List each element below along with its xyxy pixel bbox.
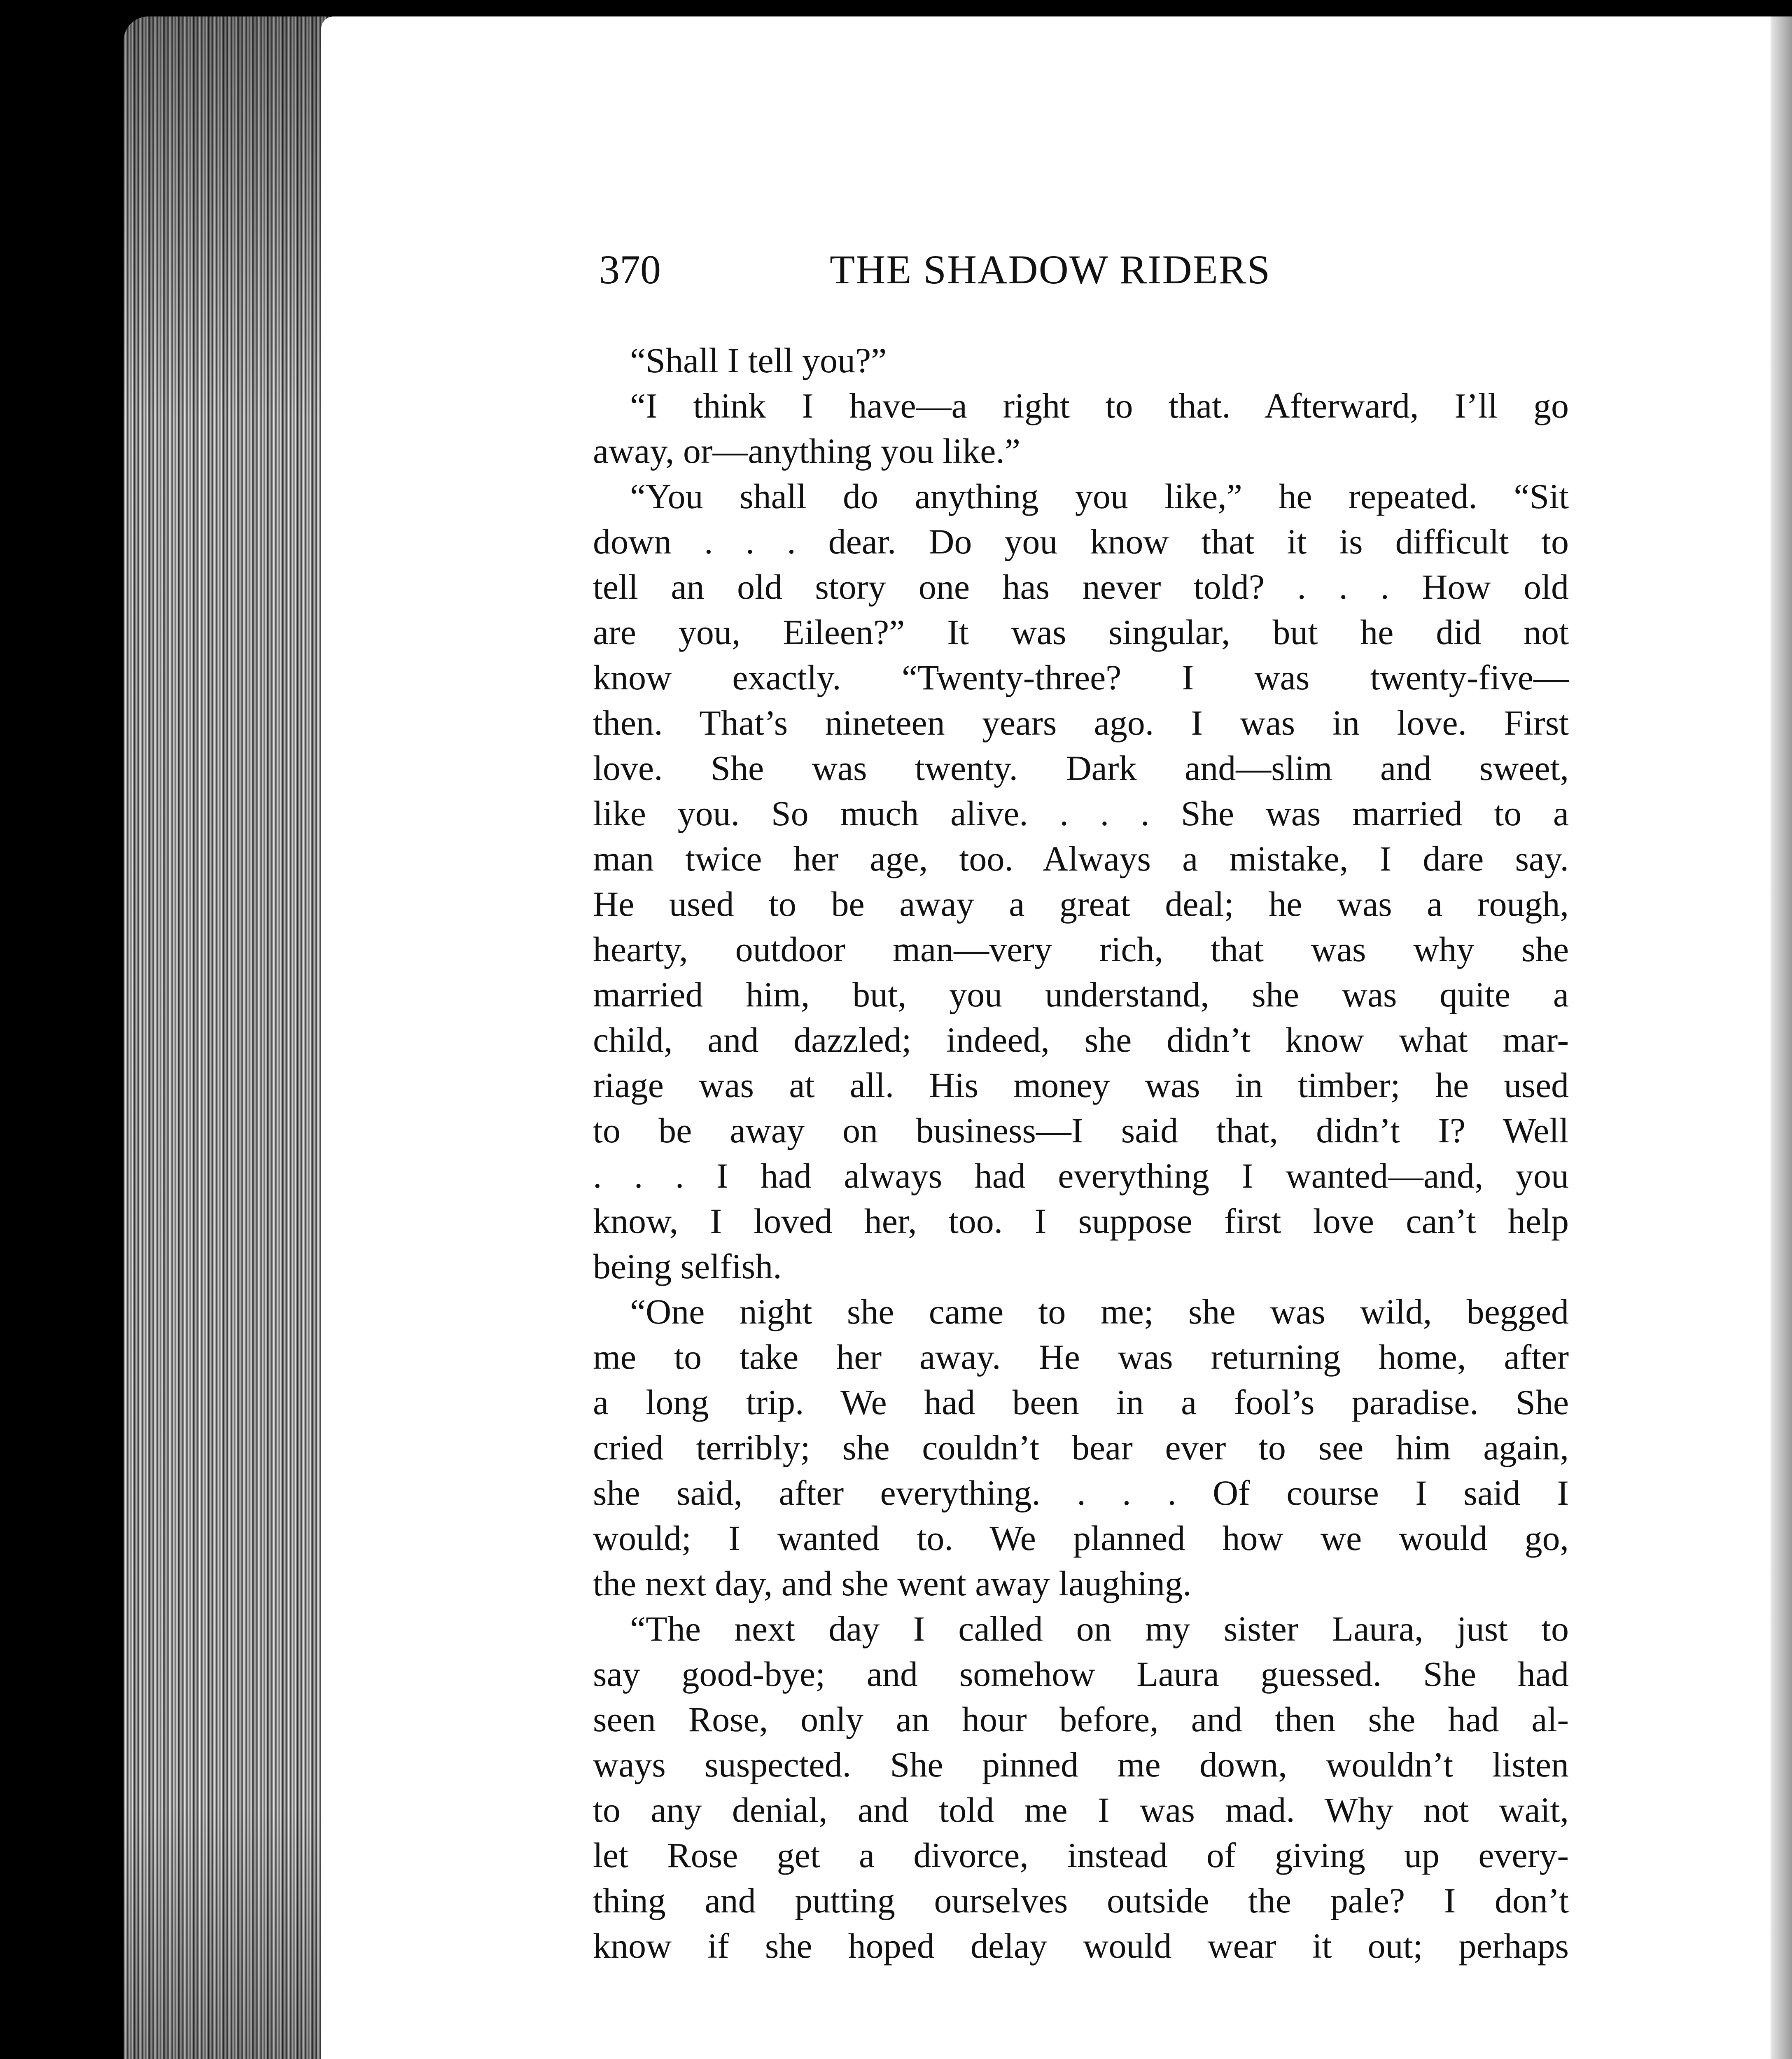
text-line: know, I loved her, too. I suppose first love can’t help — [593, 1201, 1569, 1241]
text-line: down . . . dear. Do you know that it is difficult to — [593, 522, 1569, 561]
text-line: the next day, and she went away laughing. — [593, 1564, 1192, 1603]
text-line: me to take her away. He was returning home, after — [593, 1337, 1569, 1377]
page-number: 370 — [599, 247, 661, 292]
book-title: THE SHADOW RIDERS — [830, 247, 1271, 292]
text-line: child, and dazzled; indeed, she didn’t know what mar- — [593, 1020, 1569, 1060]
book-edge-shadow — [124, 16, 329, 2059]
text-line: ways suspected. She pinned me down, wouldn’t listen — [593, 1745, 1569, 1784]
text-line: He used to be away a great deal; he was a rough, — [593, 884, 1569, 924]
text-line: . . . I had always had everything I wanted—and, you — [593, 1156, 1569, 1195]
text-line: cried terribly; she couldn’t bear ever to see him again, — [593, 1428, 1569, 1467]
text-line: to any denial, and told me I was mad. Why not wait, — [593, 1790, 1569, 1830]
text-line: tell an old story one has never told? . . . How old — [593, 567, 1569, 607]
text-line: “The next day I called on my sister Laura, just to — [630, 1609, 1569, 1648]
body-text — [593, 338, 1569, 1968]
text-line: say good-bye; and somehow Laura guessed. She had — [593, 1654, 1569, 1694]
text-line: hearty, outdoor man—very rich, that was why she — [593, 929, 1569, 969]
text-line: away, or—anything you like.” — [593, 431, 1021, 471]
text-line: love. She was twenty. Dark and—slim and sweet, — [593, 748, 1569, 788]
text-line: thing and putting ourselves outside the pale? I don’t — [593, 1881, 1569, 1920]
text-line: like you. So much alive. . . . She was married to a — [593, 794, 1569, 833]
text-line: to be away on business—I said that, didn’t I? Well — [593, 1111, 1569, 1150]
text-line: know exactly. “Twenty-three? I was twenty-five— — [593, 658, 1569, 697]
text-line: are you, Eileen?” It was singular, but he did not — [593, 612, 1569, 652]
text-line: she said, after everything. . . . Of course I said I — [593, 1473, 1569, 1513]
text-line: seen Rose, only an hour before, and then she had al- — [593, 1699, 1569, 1739]
text-line: let Rose get a divorce, instead of giving up every- — [593, 1835, 1569, 1875]
page-right-shadow — [1771, 16, 1792, 2059]
text-line: “I think I have—a right to that. Afterward, I’ll go — [630, 386, 1569, 425]
text-line: “One night she came to me; she was wild, begged — [630, 1292, 1569, 1331]
text-line: “You shall do anything you like,” he repeated. “Sit — [630, 476, 1569, 516]
text-line: being selfish. — [593, 1247, 782, 1286]
text-line: know if she hoped delay would wear it out; perhaps — [593, 1926, 1569, 1966]
text-line: a long trip. We had been in a fool’s paradise. She — [593, 1382, 1569, 1422]
text-line: riage was at all. His money was in timber; he used — [593, 1065, 1569, 1105]
text-line: man twice her age, too. Always a mistake, I dare say. — [593, 839, 1569, 878]
running-head — [599, 243, 1344, 296]
text-line: married him, but, you understand, she was quite a — [593, 975, 1569, 1014]
text-line: then. That’s nineteen years ago. I was in love. First — [593, 703, 1569, 742]
text-line: “Shall I tell you?” — [630, 341, 887, 380]
text-line: would; I wanted to. We planned how we would go, — [593, 1518, 1569, 1558]
